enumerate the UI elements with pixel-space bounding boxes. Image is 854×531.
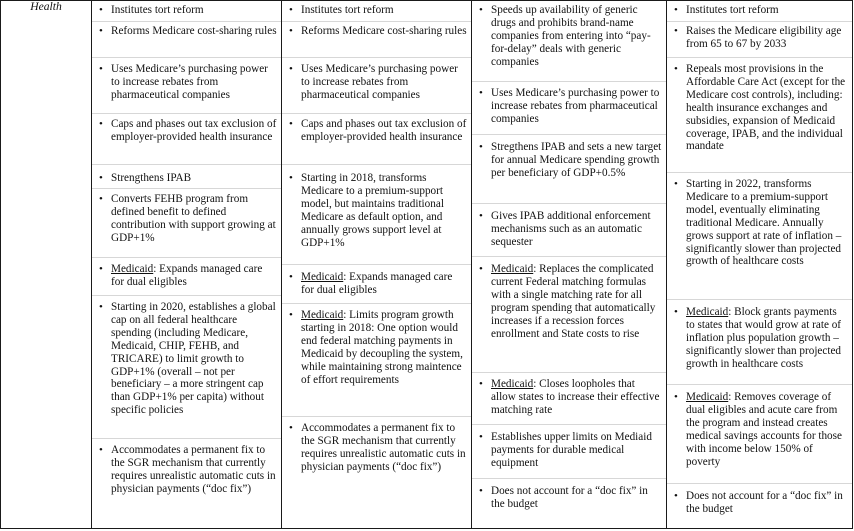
- list-item: • Accommodates a permanent fix to the SGR mechanism that currently requires unrealistic automatic cuts in physician payments (“doc fix”): [289, 422, 467, 474]
- row-label: Health: [30, 0, 62, 13]
- list-item: • Medicaid: Limits program growth starting in 2018: One option would end federal matching payments in Medicaid by decoupling the system, while maintaining strong maintence of effort requirements: [289, 309, 467, 386]
- list-item: • Stregthens IPAB and sets a new target for annual Medicare spending growth per beneficiary of GDP+0.5%: [479, 141, 662, 180]
- list-item: • Uses Medicare’s purchasing power to increase rebates from pharmaceutical companies: [479, 87, 662, 126]
- list-item: • Institutes tort reform: [674, 4, 848, 17]
- list-item: • Establishes upper limits on Mediaid payments for durable medical equipment: [479, 431, 662, 470]
- list-item: • Medicaid: Replaces the complicated current Federal matching formulas with a single matching rate for all program spending that automatically increases if a recession forces enrollment and State costs to rise: [479, 263, 662, 340]
- list-item: • Medicaid: Expands managed care for dual eligibles: [99, 263, 277, 289]
- plan-column-1: [92, 1, 282, 529]
- list-item: • Does not account for a “doc fix” in the budget: [479, 485, 662, 511]
- list-item: • Uses Medicare’s purchasing power to increase rebates from pharmaceutical companies: [289, 63, 467, 102]
- list-item: • Speeds up availability of generic drugs and prohibits brand-name companies from entering into “pay-for-delay” deals with generic companies: [479, 4, 662, 69]
- list-item: • Caps and phases out tax exclusion of employer-provided health insurance: [289, 118, 467, 144]
- list-item: • Starting in 2018, transforms Medicare to a premium-support model, but maintains traditional Medicare as default option, and annually grows support level at GDP+1%: [289, 172, 467, 249]
- list-item: • Strengthens IPAB: [99, 172, 277, 185]
- list-item: • Starting in 2022, transforms Medicare to a premium-support model, eventually eliminating traditional Medicare. Annually grows support at rate of inflation – significantly slower than projected growth of healthcare costs: [674, 178, 848, 268]
- list-item: • Medicaid: Closes loopholes that allow states to increase their effective matching rate: [479, 378, 662, 417]
- list-item: • Converts FEHB program from defined benefit to defined contribution with support growing at GDP+1%: [99, 193, 277, 245]
- plan-column-2: [282, 1, 472, 529]
- list-item: • Institutes tort reform: [289, 4, 467, 17]
- plan-column-3: [472, 1, 667, 529]
- list-item: • Uses Medicare’s purchasing power to increase rebates from pharmaceutical companies: [99, 63, 277, 102]
- list-item: • Caps and phases out tax exclusion of employer-provided health insurance: [99, 118, 277, 144]
- list-item: • Repeals most provisions in the Affordable Care Act (except for the Medicare cost controls), including: health insurance exchanges and subsidies, expansion of Medicaid coverage, IPAB, and the individual mandate: [674, 63, 848, 153]
- list-item: • Medicaid: Removes coverage of dual eligibles and acute care from the program and instead creates medical savings accounts for those with income below 150% of poverty: [674, 391, 848, 468]
- list-item: • Medicaid: Expands managed care for dual eligibles: [289, 271, 467, 297]
- list-item: • Gives IPAB additional enforcement mechanisms such as an automatic sequester: [479, 210, 662, 249]
- list-item: • Does not account for a “doc fix” in the budget: [674, 490, 848, 516]
- list-item: • Raises the Medicare eligibility age from 65 to 67 by 2033: [674, 25, 848, 51]
- list-item: • Reforms Medicare cost-sharing rules: [99, 25, 277, 38]
- list-item: • Institutes tort reform: [99, 4, 277, 17]
- list-item: • Accommodates a permanent fix to the SGR mechanism that currently requires unrealistic automatic cuts in physician payments (“doc fix”): [99, 444, 277, 496]
- health-row: [1, 1, 853, 529]
- plan-column-4: [667, 1, 853, 529]
- list-item: • Starting in 2020, establishes a global cap on all federal healthcare spending (including Medicare, Medicaid, CHIP, FEHB, and TRICARE) to limit growth to GDP+1% (overall – not per beneficiary – a more stringent cap than GDP+1% per capita) without specific policies: [99, 301, 277, 417]
- list-item: • Medicaid: Block grants payments to states that would grow at rate of inflation plus population growth – significantly slower than projected growth in healthcare costs: [674, 306, 848, 371]
- row-label-cell: [1, 1, 92, 529]
- list-item: • Reforms Medicare cost-sharing rules: [289, 25, 467, 38]
